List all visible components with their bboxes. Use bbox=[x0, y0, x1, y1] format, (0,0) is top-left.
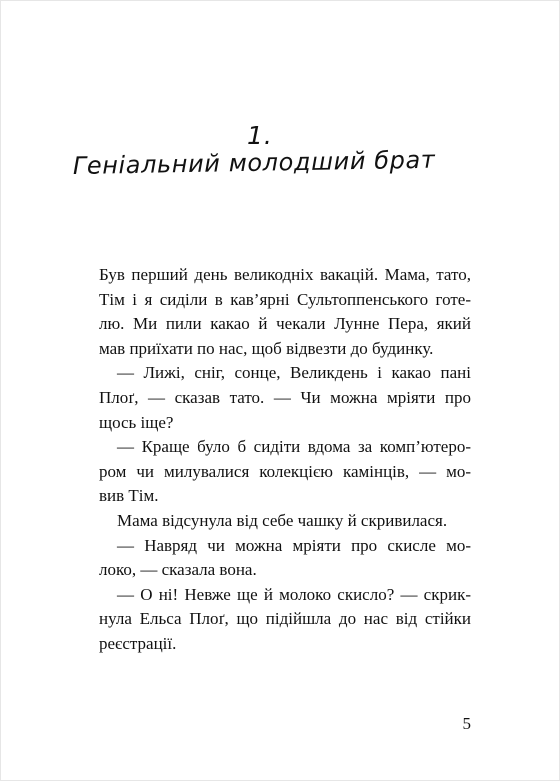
text-line: Був перший день великодніх вакацій. Мама, тато, bbox=[99, 265, 471, 284]
text-line: Тім і я сиділи в кав’ярні Сультоппенського готе- bbox=[99, 289, 471, 309]
text-line: мав приїхати по нас, щоб відвезти до будинку. bbox=[99, 338, 434, 358]
text-line: — Навряд чи можна мріяти про скисле мо- bbox=[117, 535, 471, 555]
body-text bbox=[99, 263, 471, 657]
chapter-title: Геніальний молодший брат bbox=[72, 145, 436, 180]
text-line: Плоґ, — сказав тато. — Чи можна мріяти про bbox=[99, 387, 471, 407]
text-line: — Краще було б сидіти вдома за комп’ютеро- bbox=[117, 437, 471, 457]
text-line: Мама відсунула від себе чашку й скривилася. bbox=[117, 510, 448, 530]
text-line: лю. Ми пили какао й чекали Лунне Пера, який bbox=[99, 314, 471, 334]
text-line: реєстрації. bbox=[99, 633, 177, 653]
page-number: 5 bbox=[462, 714, 471, 733]
text-line: вив Тім. bbox=[99, 486, 159, 506]
text-line: нула Ельса Плоґ, що підійшла до нас від стійки bbox=[99, 609, 471, 629]
text-line: локо, — сказала вона. bbox=[99, 560, 257, 580]
chapter-number: 1. bbox=[247, 121, 273, 150]
text-line: щось іще? bbox=[99, 412, 174, 432]
text-line: ром чи милувалися колекцією камінців, — мо- bbox=[99, 461, 471, 481]
text-line: — Лижі, сніг, сонце, Великдень і какао пані bbox=[117, 363, 471, 383]
text-line: — О ні! Невже ще й молоко скисло? — скрик- bbox=[117, 584, 471, 604]
